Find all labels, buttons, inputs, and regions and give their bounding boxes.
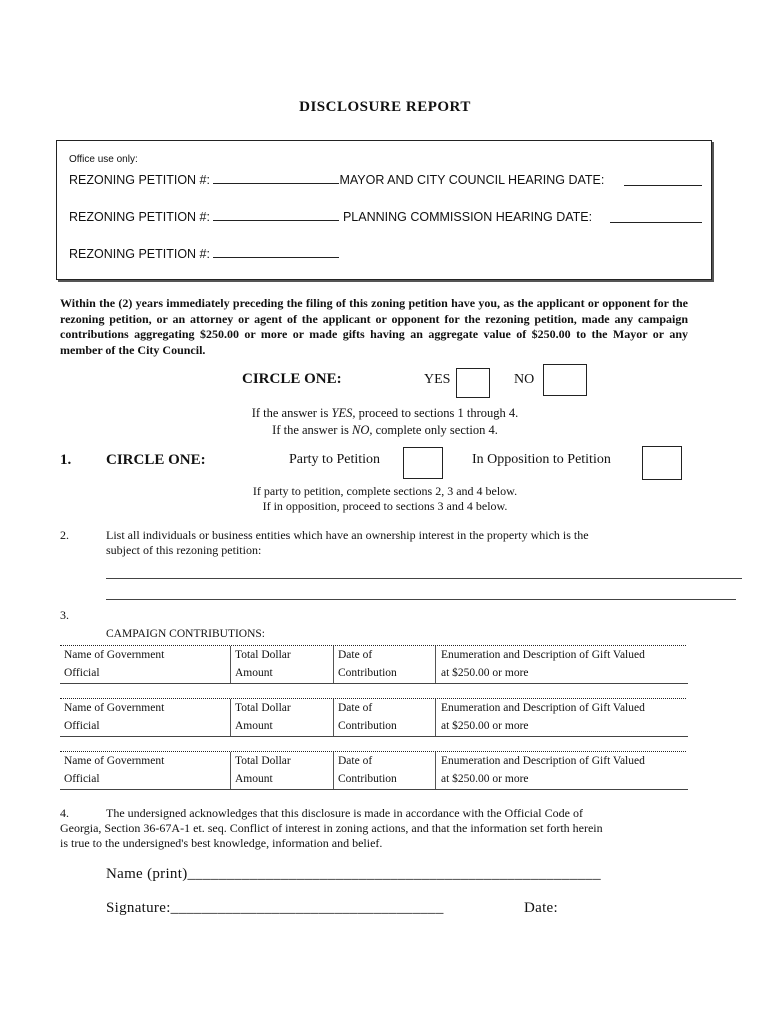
column-divider — [230, 752, 231, 790]
col-amount-header-2: Amount — [235, 667, 273, 679]
column-divider — [333, 646, 334, 684]
section-2-number: 2. — [60, 528, 69, 542]
col-amount-header: Total Dollar — [235, 755, 291, 767]
instruction-no-text-end: complete only section 4. — [372, 423, 498, 437]
opposition-checkbox[interactable] — [642, 446, 682, 480]
section-1-note-party: If party to petition, complete sections 2, 3 and 4 below. — [252, 484, 518, 498]
party-checkbox[interactable] — [403, 447, 443, 479]
instruction-no-emphasis: NO, — [352, 423, 373, 437]
office-row-1 — [69, 172, 604, 187]
section-2-text-line-2: subject of this rezoning petition: — [106, 543, 262, 557]
table-row — [0, 646, 770, 686]
table-row — [0, 752, 770, 792]
planning-commission-date-label: PLANNING COMMISSION HEARING DATE: — [342, 210, 593, 224]
section-1-number: 1. — [60, 452, 72, 468]
office-use-label: Office use only: — [69, 154, 138, 165]
col-date-header-2: Contribution — [338, 667, 397, 679]
signature-row — [106, 900, 444, 917]
column-divider — [435, 699, 436, 737]
office-row-3 — [69, 246, 339, 261]
section-3-number: 3. — [60, 608, 69, 622]
row-divider — [60, 683, 688, 684]
rezoning-petition-label: REZONING PETITION #: — [69, 210, 210, 224]
instruction-yes-text-end: proceed to sections 1 through 4. — [355, 406, 519, 420]
col-official-header-2: Official — [64, 720, 100, 732]
rezoning-petition-label: REZONING PETITION #: — [69, 247, 210, 261]
col-amount-header-2: Amount — [235, 720, 273, 732]
section-4-line-3: is true to the undersigned's best knowledge, information and belief. — [60, 836, 383, 850]
disclosure-question: Within the (2) years immediately preceding the filing of this zoning petition have you, as the applicant or opponent for the rezoning petition, or an attorney or agent of the applicant or opponent for the rezoning petition, made any campaign contributions aggregating $250.00 or more or made gifts having an aggregate value of $250.00 to the Mayor or any member of the City Council. — [60, 296, 688, 357]
column-divider — [230, 646, 231, 684]
rezoning-petition-field[interactable] — [213, 209, 339, 221]
row-divider — [60, 789, 688, 790]
col-official-header: Name of Government — [64, 702, 165, 714]
col-gift-header-2: at $250.00 or more — [441, 667, 529, 679]
col-date-header: Date of — [338, 755, 373, 767]
col-gift-header: Enumeration and Description of Gift Valued — [441, 755, 645, 767]
col-gift-header-2: at $250.00 or more — [441, 720, 529, 732]
instruction-yes-emphasis: YES, — [331, 406, 356, 420]
signature-label: Signature: — [106, 900, 171, 916]
yes-checkbox[interactable] — [456, 368, 490, 398]
section-4-line-2: Georgia, Section 36-67A-1 et. seq. Conflict of interest in zoning actions, and that the information set forth herein — [60, 821, 603, 835]
column-divider — [333, 699, 334, 737]
circle-one-label: CIRCLE ONE: — [242, 371, 342, 387]
section-1-label: CIRCLE ONE: — [106, 452, 206, 468]
col-date-header-2: Contribution — [338, 720, 397, 732]
instruction-no — [0, 422, 770, 438]
col-date-header: Date of — [338, 702, 373, 714]
col-amount-header: Total Dollar — [235, 702, 291, 714]
instruction-yes-text: If the answer is — [251, 406, 332, 420]
party-to-petition-label: Party to Petition — [289, 452, 380, 467]
column-divider — [230, 699, 231, 737]
column-divider — [435, 646, 436, 684]
rezoning-petition-field[interactable] — [213, 246, 339, 258]
page-title: DISCLOSURE REPORT — [299, 99, 471, 115]
col-official-header: Name of Government — [64, 649, 165, 661]
col-date-header-2: Contribution — [338, 773, 397, 785]
row-divider — [60, 736, 688, 737]
no-label: NO — [514, 372, 535, 387]
col-official-header-2: Official — [64, 667, 100, 679]
section-4-line-1: The undersigned acknowledges that this disclosure is made in accordance with the Official Code of — [106, 806, 583, 820]
mayor-council-date-label: MAYOR AND CITY COUNCIL HEARING DATE: — [339, 173, 605, 187]
section-1-note-opposition: If in opposition, proceed to sections 3 and 4 below. — [262, 499, 508, 513]
col-gift-header: Enumeration and Description of Gift Valued — [441, 649, 645, 661]
table-row — [0, 699, 770, 739]
instruction-no-text: If the answer is — [272, 423, 352, 437]
column-divider — [435, 752, 436, 790]
column-divider — [333, 752, 334, 790]
col-amount-header-2: Amount — [235, 773, 273, 785]
yes-label: YES — [424, 372, 451, 387]
col-gift-header: Enumeration and Description of Gift Valued — [441, 702, 645, 714]
no-checkbox[interactable] — [543, 364, 587, 396]
campaign-contributions-heading: CAMPAIGN CONTRIBUTIONS: — [106, 628, 265, 640]
section-4-number: 4. — [60, 806, 69, 820]
office-row-2 — [69, 209, 592, 224]
col-gift-header-2: at $250.00 or more — [441, 773, 529, 785]
rezoning-petition-field[interactable] — [213, 172, 339, 184]
name-print-label: Name (print) — [106, 866, 188, 882]
col-date-header: Date of — [338, 649, 373, 661]
section-2-text-line-1: List all individuals or business entities which have an ownership interest in the property which is the — [106, 528, 589, 542]
signature-field[interactable]: ___________________________________ — [170, 900, 444, 916]
date-label: Date: — [524, 900, 558, 916]
planning-commission-date-field[interactable] — [610, 211, 702, 223]
col-official-header: Name of Government — [64, 755, 165, 767]
name-print-row — [106, 866, 601, 883]
ownership-interest-line-1[interactable] — [106, 578, 742, 579]
col-amount-header: Total Dollar — [235, 649, 291, 661]
rezoning-petition-label: REZONING PETITION #: — [69, 173, 210, 187]
name-print-field[interactable]: _____________________________________________________ — [187, 866, 601, 882]
in-opposition-label: In Opposition to Petition — [472, 452, 611, 467]
mayor-council-date-field[interactable] — [624, 174, 702, 186]
ownership-interest-line-2[interactable] — [106, 599, 736, 600]
instruction-yes — [0, 405, 770, 421]
col-official-header-2: Official — [64, 773, 100, 785]
